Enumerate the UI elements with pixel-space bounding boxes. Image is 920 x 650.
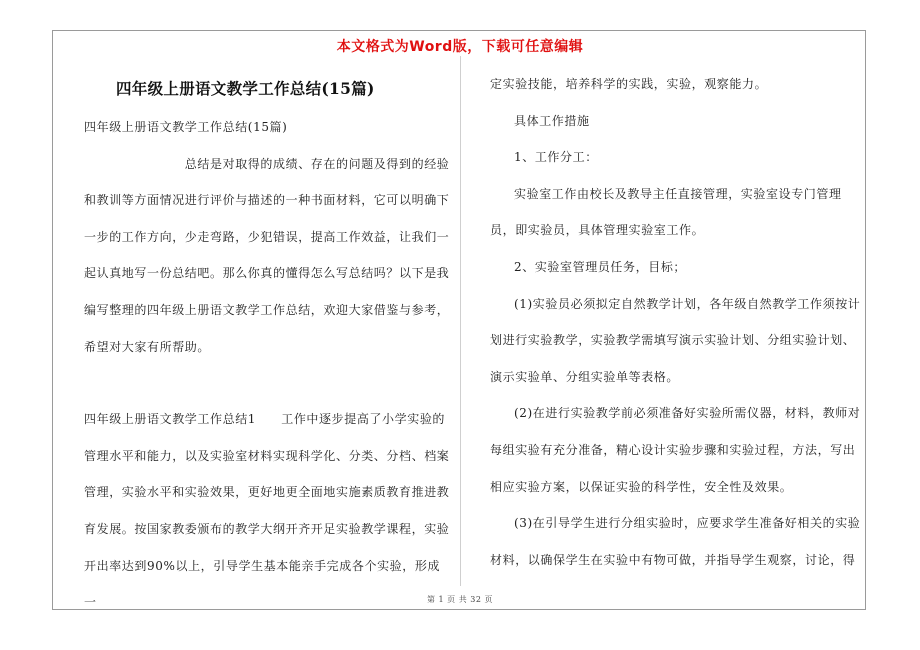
right-column	[490, 66, 862, 578]
word-format-banner: 本文格式为Word版，下载可任意编辑	[336, 39, 584, 55]
left-column	[84, 66, 452, 621]
column-divider	[460, 56, 461, 586]
section-1-paragraph: 四年级上册语文教学工作总结1 工作中逐步提高了小学实验的管理水平和能力，以及实验室材料实现科学化、分类、分档、档案管理，实验水平和实验效果，更好地更全面地实施素质教育推进教育发展。按国家教委颁布的教学大纲开齐开足实验教学课程，实验开出率达到90%以上，引导学生基本能亲手完成各个实验，形成一	[84, 412, 450, 610]
item-1-heading: 1、工作分工：	[514, 150, 598, 165]
item-2-heading: 2、实验室管理员任务，目标；	[514, 259, 687, 274]
item-1-text: 实验室工作由校长及教导主任直接管理，实验室设专门管理员，即实验员，具体管理实验室工作。	[490, 186, 842, 238]
document-subtitle: 四年级上册语文教学工作总结(15篇)	[84, 120, 288, 134]
page-number-footer: 第 1 页 共 32 页	[427, 595, 493, 604]
measures-heading: 具体工作措施	[514, 113, 590, 128]
item-2-sub-1: (1)实验员必须拟定自然教学计划，各年级自然教学工作须按计划进行实验教学，实验教学需填写演示实验计划、分组实验计划、演示实验单、分组实验单等表格。	[490, 296, 861, 384]
item-2-sub-2: (2)在进行实验教学前必须准备好实验所需仪器，材料，教师对每组实验有充分准备，精心设计实验步骤和实验过程，方法，写出相应实验方案，以保证实验的科学性，安全性及效果。	[490, 406, 861, 494]
document-title: 四年级上册语文教学工作总结(15篇)	[116, 79, 375, 98]
intro-paragraph: 总结是对取得的成绩、存在的问题及得到的经验和教训等方面情况进行评价与描述的一种书面材料，它可以明确下一步的工作方向，少走弯路，少犯错误，提高工作效益，让我们一起认真地写一份总结吧。那么你真的懂得怎么写总结吗？以下是我编写整理的四年级上册语文教学工作总结，欢迎大家借鉴与参考，希望对大家有所帮助。	[84, 156, 450, 354]
item-2-sub-3: (3)在引导学生进行分组实验时，应要求学生准备好相关的实验材料，以确保学生在实验中有物可做，并指导学生观察，讨论，得	[490, 516, 861, 567]
paragraph-gap	[84, 365, 452, 401]
continuation-line: 定实验技能，培养科学的实践，实验，观察能力。	[490, 77, 768, 91]
